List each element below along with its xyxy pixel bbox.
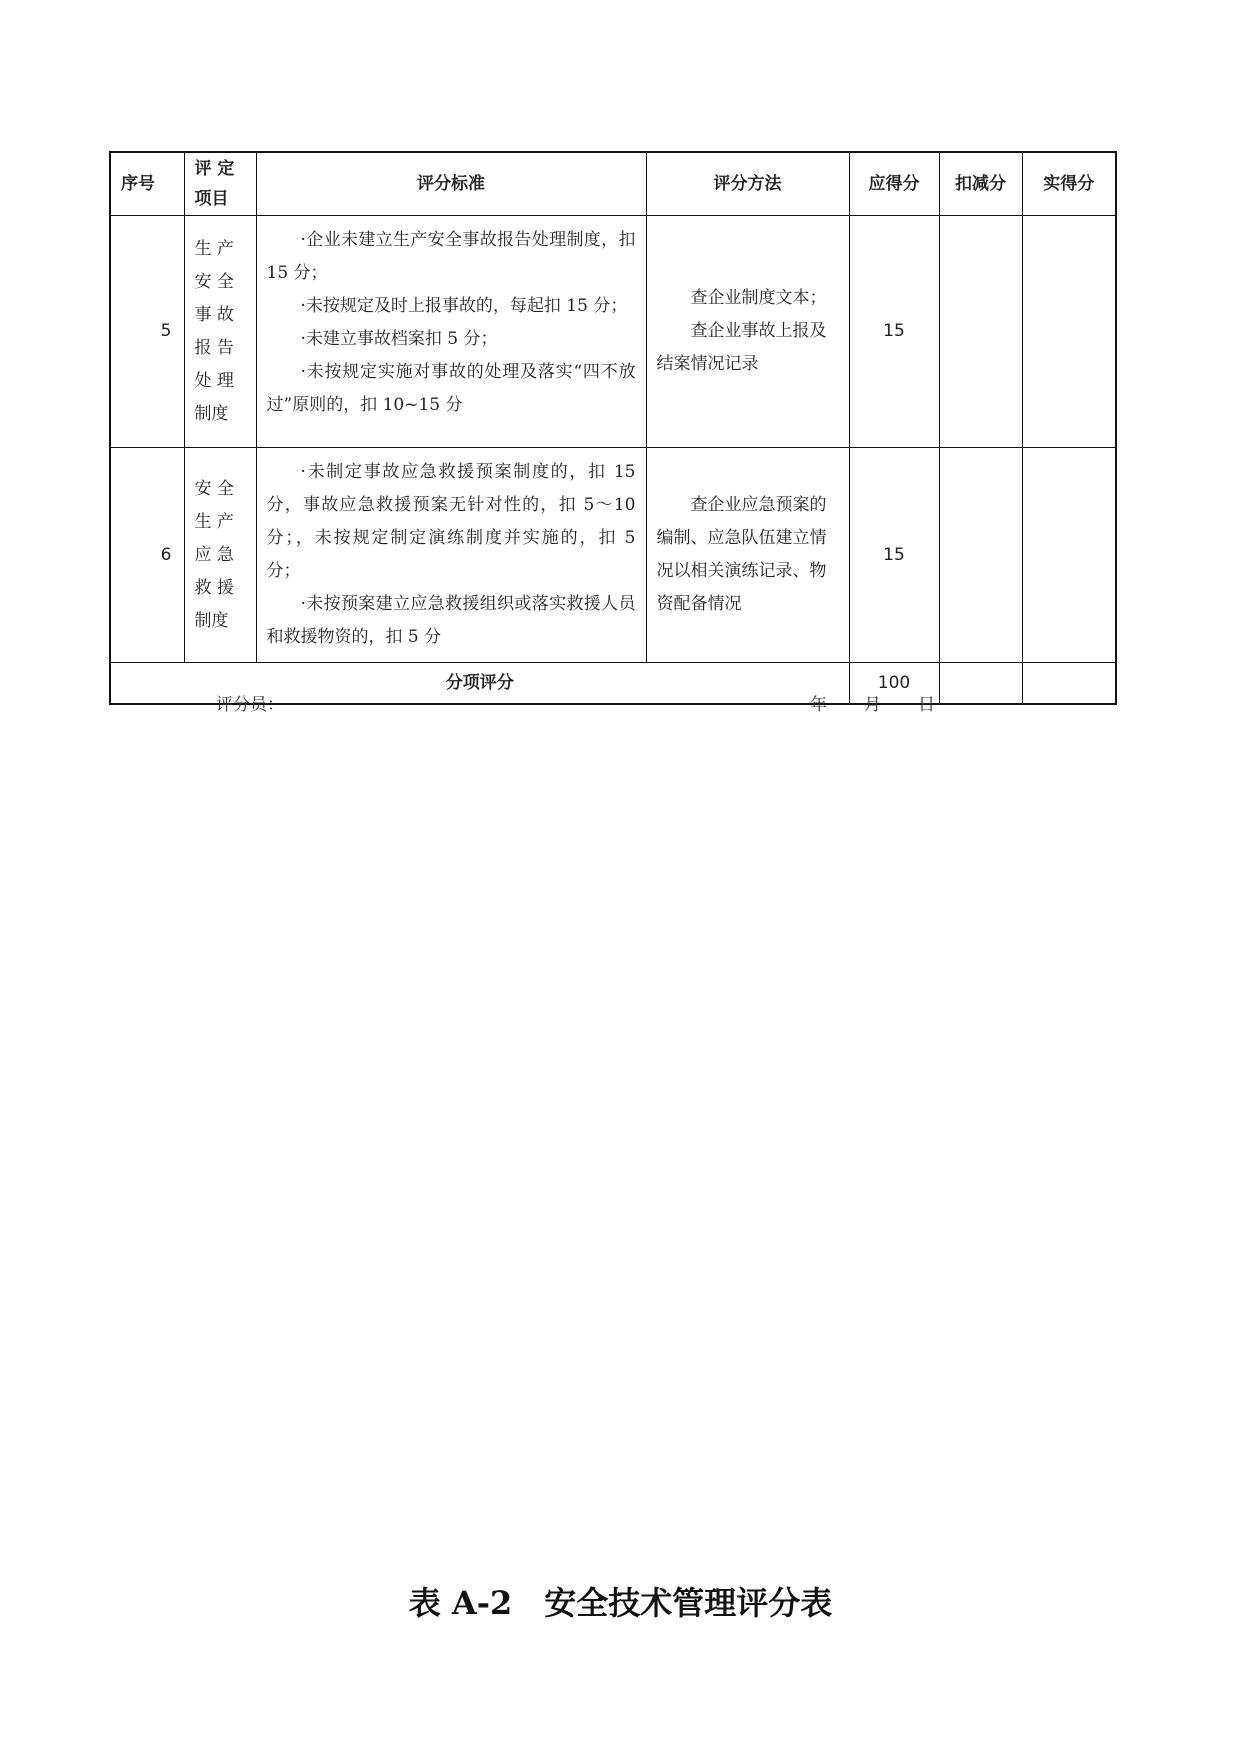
date-year-label: 年: [810, 695, 827, 715]
row-actual-score: [1022, 216, 1116, 448]
method-line: 查企业事故上报及结案情况记录: [656, 321, 827, 374]
row-item-text: 安 全 生 产 应 急 救 援 制度: [194, 478, 234, 631]
method-line: 查企业应急预案的编制、应急队伍建立情况以相关演练记录、物资配备情况: [656, 495, 827, 614]
header-method: 评分方法: [646, 152, 849, 216]
row-actual-score: [1022, 448, 1116, 663]
date-month-label: 月: [864, 695, 881, 715]
criteria-line: ·未按规定实施对事故的处理及落实“四不放过”原则的，扣 10~15 分: [266, 362, 636, 415]
row-item-text: 生 产 安 全 事 故 报 告 处 理 制度: [194, 238, 234, 424]
row-deduct-score: [939, 448, 1022, 663]
scorer-label: 评分员：: [216, 695, 284, 715]
row-no: 5: [110, 216, 184, 448]
header-actual-score: 实得分: [1022, 152, 1116, 216]
method-line: 查企业制度文本；: [690, 288, 827, 308]
row-method: [646, 216, 849, 448]
scoring-table: [109, 151, 1117, 705]
row-due-score: 15: [849, 448, 939, 663]
summary-label: 分项评分: [110, 663, 849, 705]
header-deduct-score: 扣减分: [939, 152, 1022, 216]
row-criteria: [256, 216, 646, 448]
criteria-line: ·未建立事故档案扣 5 分；: [300, 329, 498, 349]
summary-due-score: 100: [849, 663, 939, 705]
table-header-row: [110, 152, 1116, 216]
row-item: [184, 216, 256, 448]
row-deduct-score: [939, 216, 1022, 448]
table-row: [110, 448, 1116, 663]
criteria-line: ·未按规定及时上报事故的，每起扣 15 分；: [300, 296, 628, 316]
row-item: [184, 448, 256, 663]
header-item: 评 定 项目: [184, 152, 256, 216]
row-due-score: 15: [849, 216, 939, 448]
date-day-label: 日: [918, 695, 935, 715]
header-criteria: 评分标准: [256, 152, 646, 216]
summary-deduct-score: [939, 663, 1022, 705]
scorer-line: [216, 690, 936, 720]
table-caption: 表 A-2 安全技术管理评分表: [408, 1584, 833, 1622]
header-no: 序号: [110, 152, 184, 216]
row-no: 6: [110, 448, 184, 663]
row-criteria: [256, 448, 646, 663]
criteria-line: ·未按预案建立应急救援组织或落实救援人员和救援物资的，扣 5 分: [266, 594, 636, 647]
criteria-line: ·企业未建立生产安全事故报告处理制度，扣 15 分；: [266, 230, 636, 283]
header-due-score: 应得分: [849, 152, 939, 216]
criteria-line: ·未制定事故应急救援预案制度的，扣 15 分，事故应急救援预案无针对性的，扣 5～10 分；，未按规定制定演练制度并实施的，扣 5 分；: [266, 462, 636, 581]
row-method: [646, 448, 849, 663]
summary-actual-score: [1022, 663, 1116, 705]
table-row: [110, 216, 1116, 448]
